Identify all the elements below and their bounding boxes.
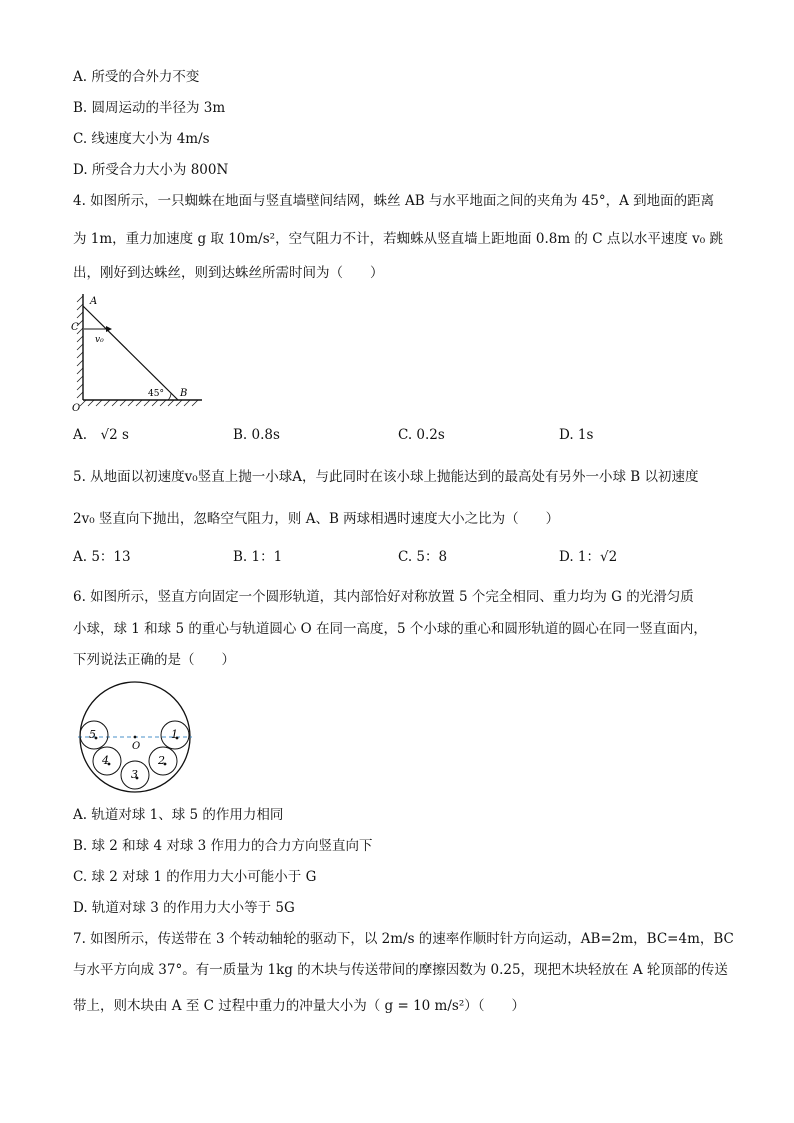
q4-option-d: D. 1s bbox=[559, 427, 594, 443]
q4-stem-line-1: 4. 如图所示，一只蜘蛛在地面与竖直墙壁间结网，蛛丝 AB 与水平地面之间的夹角为 45°，A 到地面的距离 bbox=[73, 193, 715, 209]
ball-4-label: 4 bbox=[102, 754, 109, 767]
spider-silk-ab bbox=[83, 306, 178, 400]
q3-option-c: C. 线速度大小为 4m/s bbox=[73, 131, 210, 147]
label-o: O bbox=[72, 403, 81, 414]
q6-option-a: A. 轨道对球 1、球 5 的作用力相同 bbox=[73, 807, 284, 823]
ball-1-label: 1 bbox=[171, 728, 178, 741]
ground-hatching bbox=[80, 400, 198, 406]
q7-stem-line-2: 与水平方向成 37°。有一质量为 1kg 的木块与传送带间的摩擦因数为 0.25，现把木块轻放在 A 轮顶部的传送 bbox=[73, 962, 728, 978]
q5-option-d: D. 1：√2 bbox=[559, 549, 618, 565]
q4-stem-line-3: 出，刚好到达蛛丝，则到达蛛丝所需时间为（ ） bbox=[73, 265, 384, 281]
q6-option-d: D. 轨道对球 3 的作用力大小等于 5G bbox=[73, 900, 295, 916]
q5-options bbox=[73, 548, 733, 566]
q5-option-a: A. 5：13 bbox=[73, 549, 131, 565]
spider-web-figure bbox=[68, 292, 208, 414]
q3-option-b: B. 圆周运动的半径为 3m bbox=[73, 100, 226, 116]
center-label: O bbox=[132, 741, 141, 752]
label-angle: 45° bbox=[148, 389, 164, 399]
q5-option-c: C. 5：8 bbox=[398, 549, 448, 565]
q6-option-b: B. 球 2 和球 4 对球 3 作用力的合力方向竖直向下 bbox=[73, 838, 373, 854]
q4-option-a: A. √2 s bbox=[73, 427, 129, 443]
q4-option-b: B. 0.8s bbox=[233, 427, 280, 443]
q5-stem-line-2: 2v₀ 竖直向下抛出，忽略空气阻力，则 A、B 两球相遇时速度大小之比为（ ） bbox=[73, 511, 560, 527]
q4-options bbox=[73, 426, 733, 444]
angle-arc bbox=[168, 393, 171, 400]
q7-stem-line-1: 7. 如图所示，传送带在 3 个转动轴轮的驱动下，以 2m/s 的速率作顺时针方向运动，AB=2m，BC=4m，BC bbox=[73, 931, 734, 947]
wall-hatching bbox=[77, 296, 83, 398]
label-v0: v₀ bbox=[95, 335, 104, 345]
ball-2-label: 2 bbox=[158, 754, 165, 767]
label-b: B bbox=[180, 388, 188, 399]
q6-stem-line-3: 下列说法正确的是（ ） bbox=[73, 652, 235, 668]
q3-option-a: A. 所受的合外力不变 bbox=[73, 69, 200, 85]
q7-stem-line-3: 带上，则木块由 A 至 C 过程中重力的冲量大小为（ g = 10 m/s²）（ ） bbox=[73, 998, 525, 1014]
ball-3-label: 3 bbox=[131, 768, 138, 781]
q5-option-b: B. 1：1 bbox=[233, 549, 283, 565]
q5-stem-line-1: 5. 从地面以初速度v₀竖直上抛一小球A，与此同时在该小球上抛能达到的最高处有另外一小球 B 以初速度 bbox=[73, 469, 699, 485]
q4-option-c: C. 0.2s bbox=[398, 427, 445, 443]
q6-option-c: C. 球 2 对球 1 的作用力大小可能小于 G bbox=[73, 869, 317, 885]
q4-stem-line-2: 为 1m，重力加速度 g 取 10m/s²，空气阻力不计，若蜘蛛从竖直墙上距地面 0.8m 的 C 点以水平速度 v₀ 跳 bbox=[73, 231, 723, 247]
q6-stem-line-1: 6. 如图所示，竖直方向固定一个圆形轨道，其内部恰好对称放置 5 个完全相同、重力均为 G 的光滑匀质 bbox=[73, 589, 694, 605]
ball-5-label: 5 bbox=[89, 728, 96, 741]
label-a: A bbox=[90, 296, 98, 307]
q3-option-d: D. 所受合力大小为 800N bbox=[73, 162, 229, 178]
label-c: C bbox=[71, 322, 79, 333]
circular-track-figure bbox=[74, 680, 198, 796]
q6-stem-line-2: 小球，球 1 和球 5 的重心与轨道圆心 O 在同一高度，5 个小球的重心和圆形轨道的圆心在同一竖直面内， bbox=[73, 621, 707, 637]
